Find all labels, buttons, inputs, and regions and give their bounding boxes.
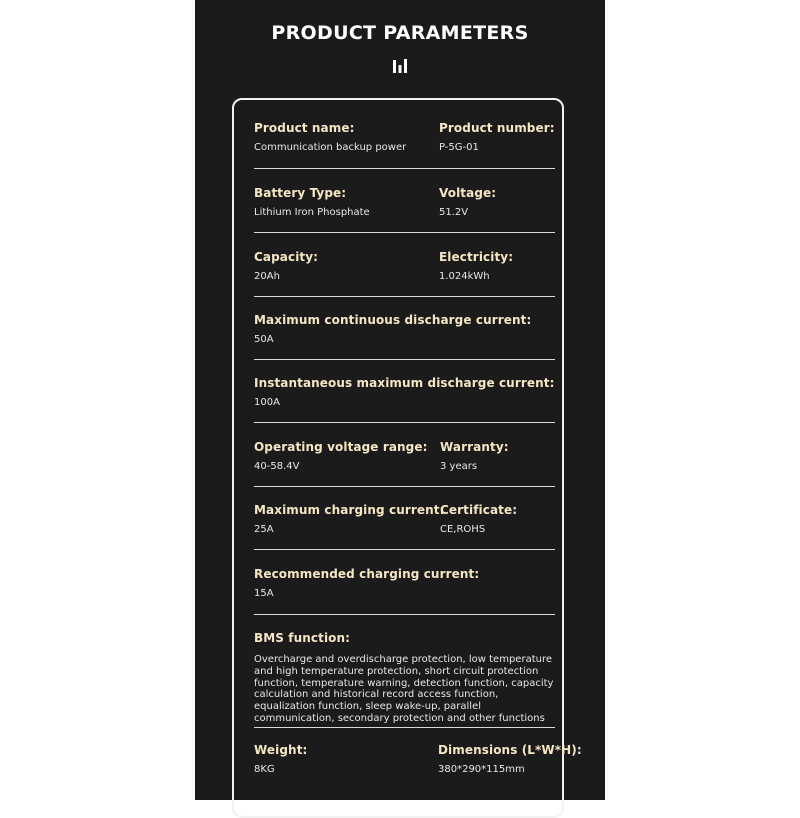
param-value: 1.024kWh xyxy=(439,271,490,282)
param-row xyxy=(254,631,555,728)
param-row xyxy=(254,121,555,169)
param-value: 20Ah xyxy=(254,271,280,282)
param-value: Communication backup power xyxy=(254,142,407,153)
param-label: Weight: xyxy=(254,743,308,757)
param-value: 8KG xyxy=(254,764,275,775)
param-max-continuous-discharge xyxy=(254,313,531,345)
param-electricity xyxy=(439,250,513,282)
param-row xyxy=(254,186,555,233)
param-label: Electricity: xyxy=(439,250,514,264)
param-value: 25A xyxy=(254,524,274,535)
param-label: Product number: xyxy=(439,121,555,135)
page-title: PRODUCT PARAMETERS xyxy=(271,22,529,44)
param-max-charging-current xyxy=(254,503,445,535)
param-value: 100A xyxy=(254,397,280,408)
param-label: Warranty: xyxy=(440,440,509,454)
param-label: Battery Type: xyxy=(254,186,347,200)
param-label: Product name: xyxy=(254,121,355,135)
param-row xyxy=(254,313,555,360)
param-label: Capacity: xyxy=(254,250,319,264)
param-value: 40-58.4V xyxy=(254,461,300,472)
param-certificate xyxy=(440,503,517,535)
param-product-name xyxy=(254,121,406,153)
param-label: Instantaneous maximum discharge current: xyxy=(254,376,555,390)
param-row xyxy=(254,250,555,297)
param-value: 15A xyxy=(254,588,274,599)
param-operating-voltage-range xyxy=(254,440,428,472)
param-label: Voltage: xyxy=(439,186,497,200)
param-warranty xyxy=(440,440,509,472)
param-value: Lithium Iron Phosphate xyxy=(254,207,370,218)
param-voltage xyxy=(439,186,496,218)
param-recommended-charging-current xyxy=(254,567,479,599)
param-value: Overcharge and overdischarge protection, low temperature and high temperature protection, short circuit protection function, temperature warning, detection function, capacity calculation and historical record access function, equalization function, sleep wake-up, parallel communication, secondary protection and other functions xyxy=(254,654,554,724)
param-row xyxy=(254,440,555,487)
param-label: Maximum charging current: xyxy=(254,503,445,517)
param-value: 50A xyxy=(254,334,274,345)
param-row xyxy=(254,376,555,423)
param-label: Certificate: xyxy=(440,503,518,517)
param-bms-function xyxy=(254,631,562,725)
param-value: 380*290*115mm xyxy=(438,764,525,775)
param-product-number xyxy=(439,121,555,153)
param-row xyxy=(254,743,582,783)
param-instant-max-discharge xyxy=(254,376,554,408)
param-dimensions xyxy=(438,743,582,775)
param-label: Operating voltage range: xyxy=(254,440,428,454)
param-weight xyxy=(254,743,307,775)
bars-icon xyxy=(393,59,407,73)
param-battery-type xyxy=(254,186,370,218)
param-value: 51.2V xyxy=(439,207,469,218)
param-label: Recommended charging current: xyxy=(254,567,480,581)
param-value: CE,ROHS xyxy=(440,524,486,535)
param-value: P-5G-01 xyxy=(439,142,479,153)
param-label: Maximum continuous discharge current: xyxy=(254,313,532,327)
product-parameters-panel xyxy=(195,0,605,800)
param-label: BMS function: xyxy=(254,631,351,645)
param-value: 3 years xyxy=(440,461,478,472)
param-capacity xyxy=(254,250,318,282)
parameters-card xyxy=(232,98,582,818)
param-row xyxy=(254,567,555,615)
param-row xyxy=(254,503,555,550)
param-label: Dimensions (L*W*H): xyxy=(438,743,582,757)
